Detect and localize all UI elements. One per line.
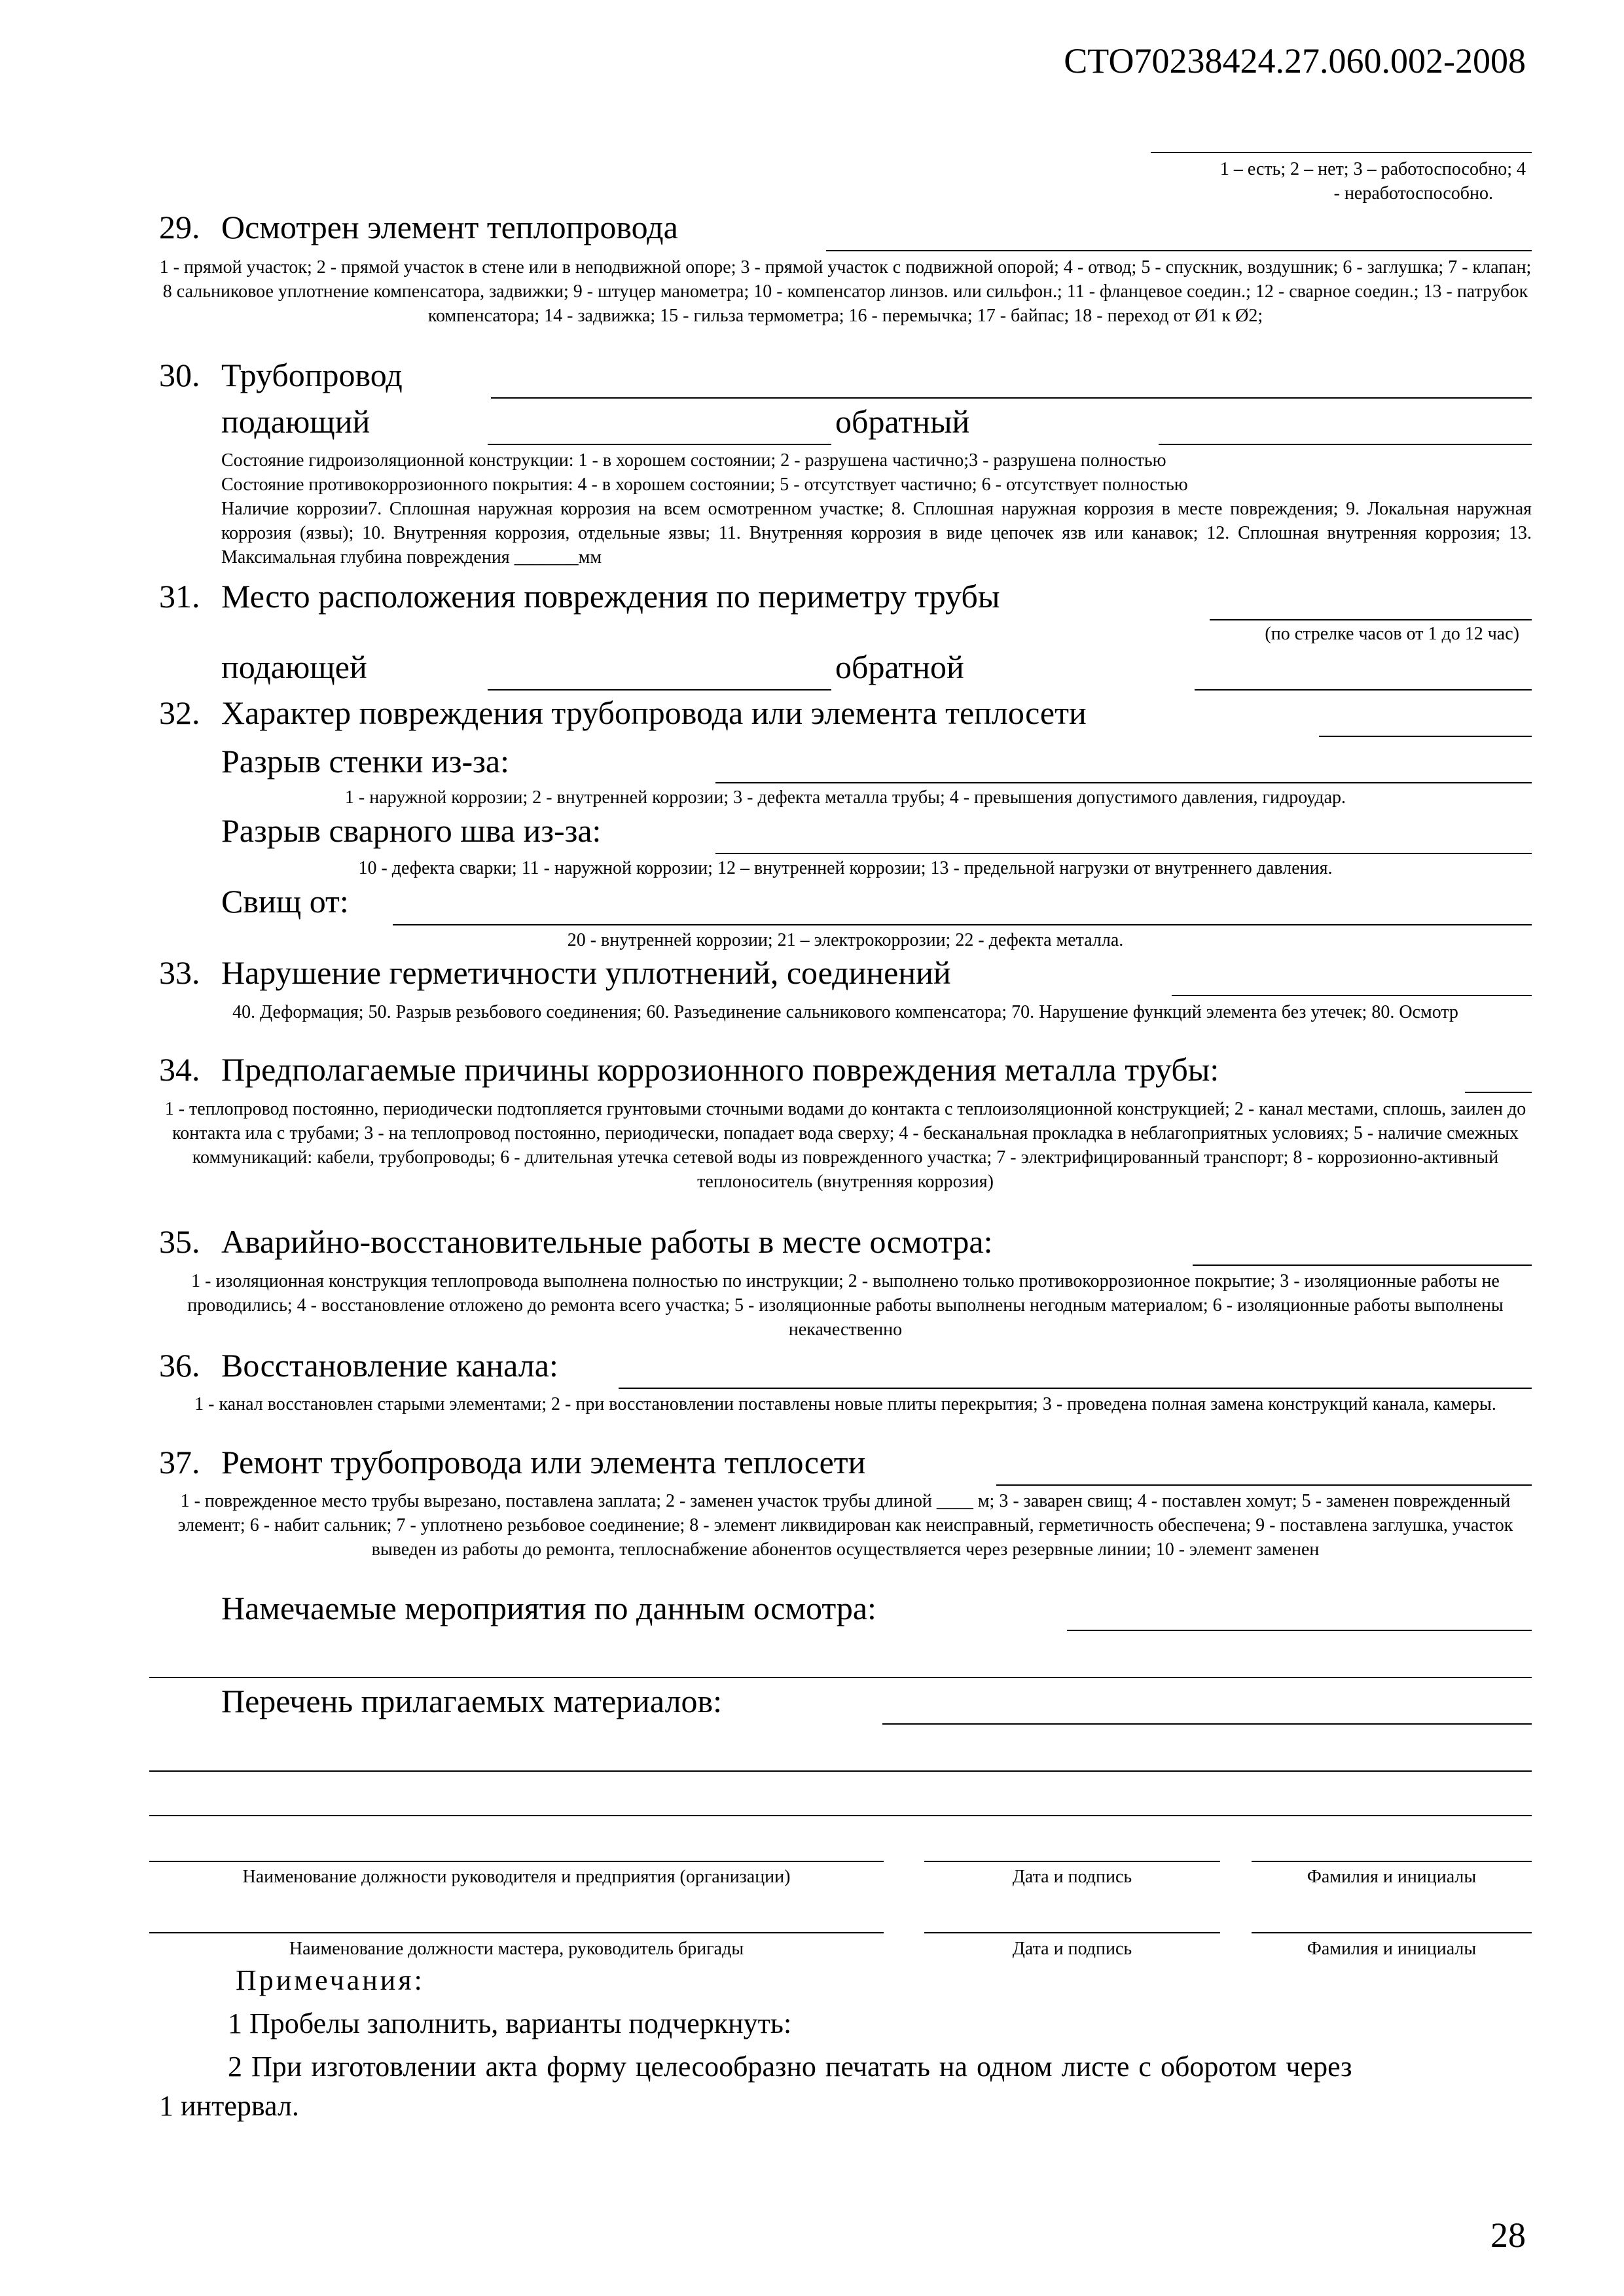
item-37-title: Ремонт трубопровода или элемента теплосети bbox=[221, 1444, 866, 1480]
answer-line-30-supply[interactable] bbox=[488, 444, 831, 445]
item-34-options: 1 - теплопровод постоянно, периодически подтопляется грунтовыми сточными водами до контакта с теплоизоляционной конструкцией; 2 - канал местами, сплошь, заилен до контакта ила с трубами; 3 - на теплопровод постоянно, периодически, попадает вода сверху; 4 - бесканальная прокладка в неблагоприятных условиях; 5 - наличие смежных коммуникаций: кабели, трубопроводы; 6 - длительная утечка сетевой воды из поврежденного участка; 7 - электрифицированный транспорт; 8 - коррозионно-активный теплоноситель (внутренняя коррозия) bbox=[164, 1099, 1526, 1192]
materials-list-line-3[interactable] bbox=[149, 1815, 1532, 1816]
answer-line-37[interactable] bbox=[996, 1484, 1532, 1486]
item-35-number: 35. bbox=[159, 1223, 200, 1260]
item-33-options: 40. Деформация; 50. Разрыв резьбового соединения; 60. Разъединение сальникового компенсатора; 70. Нарушение функций элемента без утечек; 80. Осмотр bbox=[232, 1002, 1458, 1022]
item-32-fistula-label: Свищ от: bbox=[221, 883, 349, 920]
item-32-number: 32. bbox=[159, 694, 200, 731]
materials-list-label: Перечень прилагаемых материалов: bbox=[221, 1683, 723, 1719]
item-35-title: Аварийно-восстановительные работы в месте осмотра: bbox=[221, 1223, 993, 1260]
signature-date-line-2[interactable] bbox=[924, 1932, 1220, 1933]
item-32-weld-label: Разрыв сварного шва из-за: bbox=[221, 812, 602, 849]
answer-line-32[interactable] bbox=[1319, 736, 1532, 737]
item-33-title: Нарушение герметичности уплотнений, соединений bbox=[221, 954, 951, 991]
signature-name-line-1[interactable] bbox=[1252, 1861, 1532, 1862]
planned-measures-line[interactable] bbox=[1067, 1630, 1532, 1631]
item-32-title: Характер повреждения трубопровода или элемента теплосети bbox=[221, 694, 1087, 731]
item-29-title: Осмотрен элемент теплопровода bbox=[221, 209, 678, 245]
note-2-continuation: 1 интервал. bbox=[159, 2090, 299, 2122]
answer-line-31[interactable] bbox=[1210, 619, 1532, 620]
item-31-title: Место расположения повреждения по периметру трубы bbox=[221, 578, 1000, 615]
item-32-fistula-options: 20 - внутренней коррозии; 21 – электрокоррозии; 22 - дефекта металла. bbox=[567, 930, 1124, 950]
answer-line-32-wall[interactable] bbox=[715, 782, 1532, 783]
answer-line-31-return[interactable] bbox=[1195, 689, 1532, 691]
answer-line-30-return[interactable] bbox=[1159, 444, 1532, 445]
item-33-number: 33. bbox=[159, 954, 200, 991]
planned-measures-line-2[interactable] bbox=[149, 1677, 1532, 1678]
answer-line-30[interactable] bbox=[491, 397, 1532, 399]
answer-line-32-weld[interactable] bbox=[715, 853, 1532, 854]
item-30-number: 30. bbox=[159, 357, 200, 393]
answer-line-28[interactable] bbox=[1151, 152, 1532, 153]
document-code: СТО70238424.27.060.002-2008 bbox=[1064, 41, 1526, 81]
answer-line-33[interactable] bbox=[1172, 995, 1532, 996]
item-29-number: 29. bbox=[159, 209, 200, 245]
item-30-supply-label: подающий bbox=[221, 403, 370, 440]
notes-title: Примечания: bbox=[236, 1964, 425, 1996]
note-2: 2 При изготовлении акта форму целесообразно печатать на одном листе с оборотом через bbox=[228, 2051, 1352, 2083]
item-32-wall-label: Разрыв стенки из-за: bbox=[221, 743, 509, 780]
signature-name-caption-2: Фамилия и инициалы bbox=[1307, 1939, 1477, 1959]
item-30-waterproofing: Состояние гидроизоляционной конструкции: 1 - в хорошем состоянии; 2 - разрушена частично;3 - разрушена полностью bbox=[221, 450, 1166, 471]
materials-list-line[interactable] bbox=[882, 1723, 1532, 1725]
signature-position-caption-1: Наименование должности руководителя и предприятия (организации) bbox=[242, 1867, 791, 1887]
item-36-options: 1 - канал восстановлен старыми элементами; 2 - при восстановлении поставлены новые плиты перекрытия; 3 - проведена полная замена конструкций канала, камеры. bbox=[194, 1394, 1496, 1414]
item-36-number: 36. bbox=[159, 1347, 200, 1384]
item-34-title: Предполагаемые причины коррозионного повреждения металла трубы: bbox=[221, 1051, 1219, 1088]
item-32-weld-options: 10 - дефекта сварки; 11 - наружной коррозии; 12 – внутренней коррозии; 13 - предельной нагрузки от внутреннего давления. bbox=[358, 858, 1333, 878]
signature-date-caption-1: Дата и подпись bbox=[1012, 1867, 1132, 1887]
item-32-wall-options: 1 - наружной коррозии; 2 - внутренней коррозии; 3 - дефекта металла трубы; 4 - превышения допустимого давления, гидроудар. bbox=[344, 787, 1346, 808]
answer-line-32-fistula[interactable] bbox=[393, 924, 1532, 925]
item-37-number: 37. bbox=[159, 1444, 200, 1480]
item-31-number: 31. bbox=[159, 578, 200, 615]
signature-name-caption-1: Фамилия и инициалы bbox=[1307, 1867, 1477, 1887]
item-31-return-label: обратной bbox=[835, 649, 964, 685]
item-30-coating: Состояние противокоррозионного покрытия: 4 - в хорошем состоянии; 5 - отсутствует частично; 6 - отсутствует полностью bbox=[221, 475, 1188, 495]
item-30-corrosion: Наличие коррозии7. Сплошная наружная коррозия на всем осмотренном участке; 8. Сплошная наружная коррозия в месте повреждения; 9. Локальная наружная коррозия (язвы); 10. Внутренняя коррозия, отдельные язвы; 11. Внутренняя коррозия в виде цепочек язв или канавок; 12. Сплошная внутренняя коррозия; 13. Максимальная глубина повреждения _______мм bbox=[221, 499, 1532, 567]
item-31-hint: (по стрелке часов от 1 до 12 час) bbox=[1265, 624, 1519, 644]
item-30-return-label: обратный bbox=[835, 403, 970, 440]
item-31-supply-label: подающей bbox=[221, 649, 367, 685]
signature-date-line-1[interactable] bbox=[924, 1861, 1220, 1862]
signature-date-caption-2: Дата и подпись bbox=[1012, 1939, 1132, 1959]
signature-name-line-2[interactable] bbox=[1252, 1932, 1532, 1933]
note-1: 1 Пробелы заполнить, варианты подчеркнуть: bbox=[228, 2007, 792, 2039]
top-hint-line2: - неработоспособно. bbox=[1333, 183, 1493, 204]
answer-line-29[interactable] bbox=[826, 250, 1532, 251]
item-29-options: 1 - прямой участок; 2 - прямой участок в стене или в неподвижной опоре; 3 - прямой участок с подвижной опорой; 4 - отвод; 5 - спускник, воздушник; 6 - заглушка; 7 - клапан; 8 сальниковое уплотнение компенсатора, задвижки; 9 - штуцер манометра; 10 - компенсатор линзов. или сильфон.; 11 - фланцевое соедин.; 12 - сварное соедин.; 13 - патрубок компенсатора; 14 - задвижка; 15 - гильза термометра; 16 - перемычка; 17 - байпас; 18 - переход от Ø1 к Ø2; bbox=[159, 257, 1532, 326]
item-37-options: 1 - поврежденное место трубы вырезано, поставлена заплата; 2 - заменен участок трубы длиной ____ м; 3 - заварен свищ; 4 - поставлен хомут; 5 - заменен поврежденный элемент; 6 - набит сальник; 7 - уплотнено резьбовое соединение; 8 - элемент ликвидирован как неисправный, герметичность обеспечена; 9 - поставлена заглушка, участок выведен из работы до ремонта, теплоснабжение абонентов осуществляется через резервные линии; 10 - элемент заменен bbox=[177, 1491, 1513, 1560]
item-30-title: Трубопровод bbox=[221, 357, 403, 393]
top-hint-line1: 1 – есть; 2 – нет; 3 – работоспособно; 4 bbox=[1219, 159, 1526, 179]
answer-line-34[interactable] bbox=[1465, 1092, 1532, 1093]
answer-line-31-supply[interactable] bbox=[488, 689, 831, 691]
signature-position-line-2[interactable] bbox=[149, 1932, 884, 1933]
page-number: 28 bbox=[1490, 2215, 1526, 2255]
item-35-options: 1 - изоляционная конструкция теплопровода выполнена полностью по инструкции; 2 - выполнено только противокоррозионное покрытие; 3 - изоляционные работы не проводились; 4 - восстановление отложено до ремонта всего участка; 5 - изоляционные работы выполнены негодным материалом; 6 - изоляционные работы выполнены некачественно bbox=[187, 1271, 1504, 1340]
planned-measures-label: Намечаемые мероприятия по данным осмотра: bbox=[221, 1590, 876, 1626]
materials-list-line-2[interactable] bbox=[149, 1770, 1532, 1772]
item-34-number: 34. bbox=[159, 1051, 200, 1088]
signature-position-line-1[interactable] bbox=[149, 1861, 884, 1862]
answer-line-36[interactable] bbox=[619, 1388, 1532, 1389]
signature-position-caption-2: Наименование должности мастера, руководитель бригады bbox=[289, 1939, 744, 1959]
item-36-title: Восстановление канала: bbox=[221, 1347, 558, 1384]
answer-line-35[interactable] bbox=[1193, 1265, 1532, 1266]
